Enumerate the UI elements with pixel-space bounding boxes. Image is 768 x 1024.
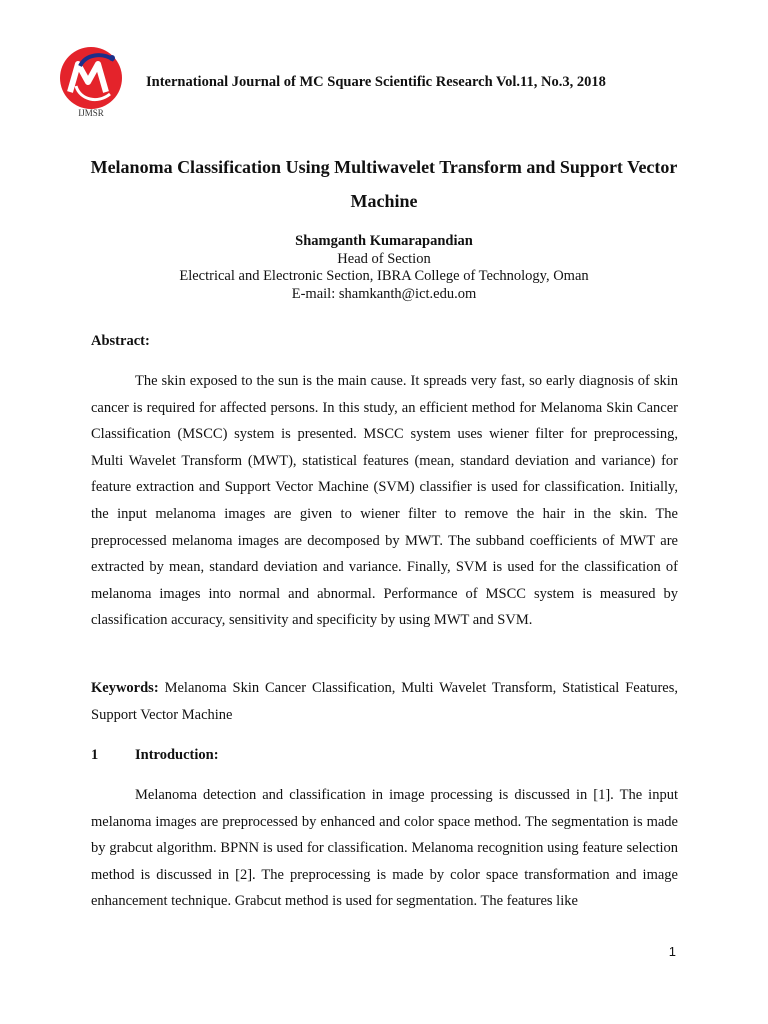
author-block: [60, 233, 708, 303]
paper-title: Melanoma Classification Using Multiwavelet Transform and Support Vector Machine: [90, 157, 678, 211]
section-number: 1: [91, 747, 99, 763]
author-affiliation: Electrical and Electronic Section, IBRA College of Technology, Oman: [179, 268, 589, 284]
section-heading: Introduction:: [135, 747, 219, 763]
logo-text: IJMSR: [78, 108, 104, 118]
page-number: 1: [668, 944, 676, 959]
keywords-text: Melanoma Skin Cancer Classification, Multi Wavelet Transform, Statistical Features, Support Vector Machine: [91, 680, 678, 723]
abstract-body: The skin exposed to the sun is the main cause. It spreads very fast, so early diagnosis of skin cancer is required for affected persons. In this study, an efficient method for Melanoma Skin Cancer Classification (MSCC) system is presented. MSCC system uses wiener filter for preprocessing, Multi Wavelet Transform (MWT), statistical features (mean, standard deviation and variance) for feature extraction and Support Vector Machine (SVM) classifier is used for classification. Initially, the input melanoma images are given to wiener filter to remove the hair in the skin. The preprocessed melanoma images are decomposed by MWT. The subband coefficients of MWT are extracted by mean, standard deviation and variance. Finally, SVM is used for the classification of melanoma images into normal and abnormal. Performance of MSCC system is measured by classification accuracy, sensitivity and specificity by using MWT and SVM.: [91, 373, 678, 629]
author-email: E-mail: shamkanth@ict.edu.om: [291, 285, 477, 302]
journal-logo: [56, 46, 126, 118]
journal-header: International Journal of MC Square Scientific Research Vol.11, No.3, 2018: [146, 74, 606, 90]
keywords-paragraph: [91, 675, 678, 728]
author-name: Shamganth Kumarapandian: [295, 233, 473, 249]
ijmsr-logo-icon: [56, 46, 126, 118]
introduction-body: Melanoma detection and classification in image processing is discussed in [1]. The input melanoma images are preprocessed by enhanced and color space method. The segmentation is made by grabcut algorithm. BPNN is used for classification. Melanoma recognition using feature selection method is discussed in [2]. The preprocessing is made by color space transformation and image enhancement technique. Grabcut method is used for segmentation. The features like: [91, 787, 678, 910]
keywords-label: Keywords:: [91, 680, 159, 696]
author-role: Head of Section: [337, 250, 431, 267]
abstract-heading: Abstract:: [91, 333, 150, 349]
